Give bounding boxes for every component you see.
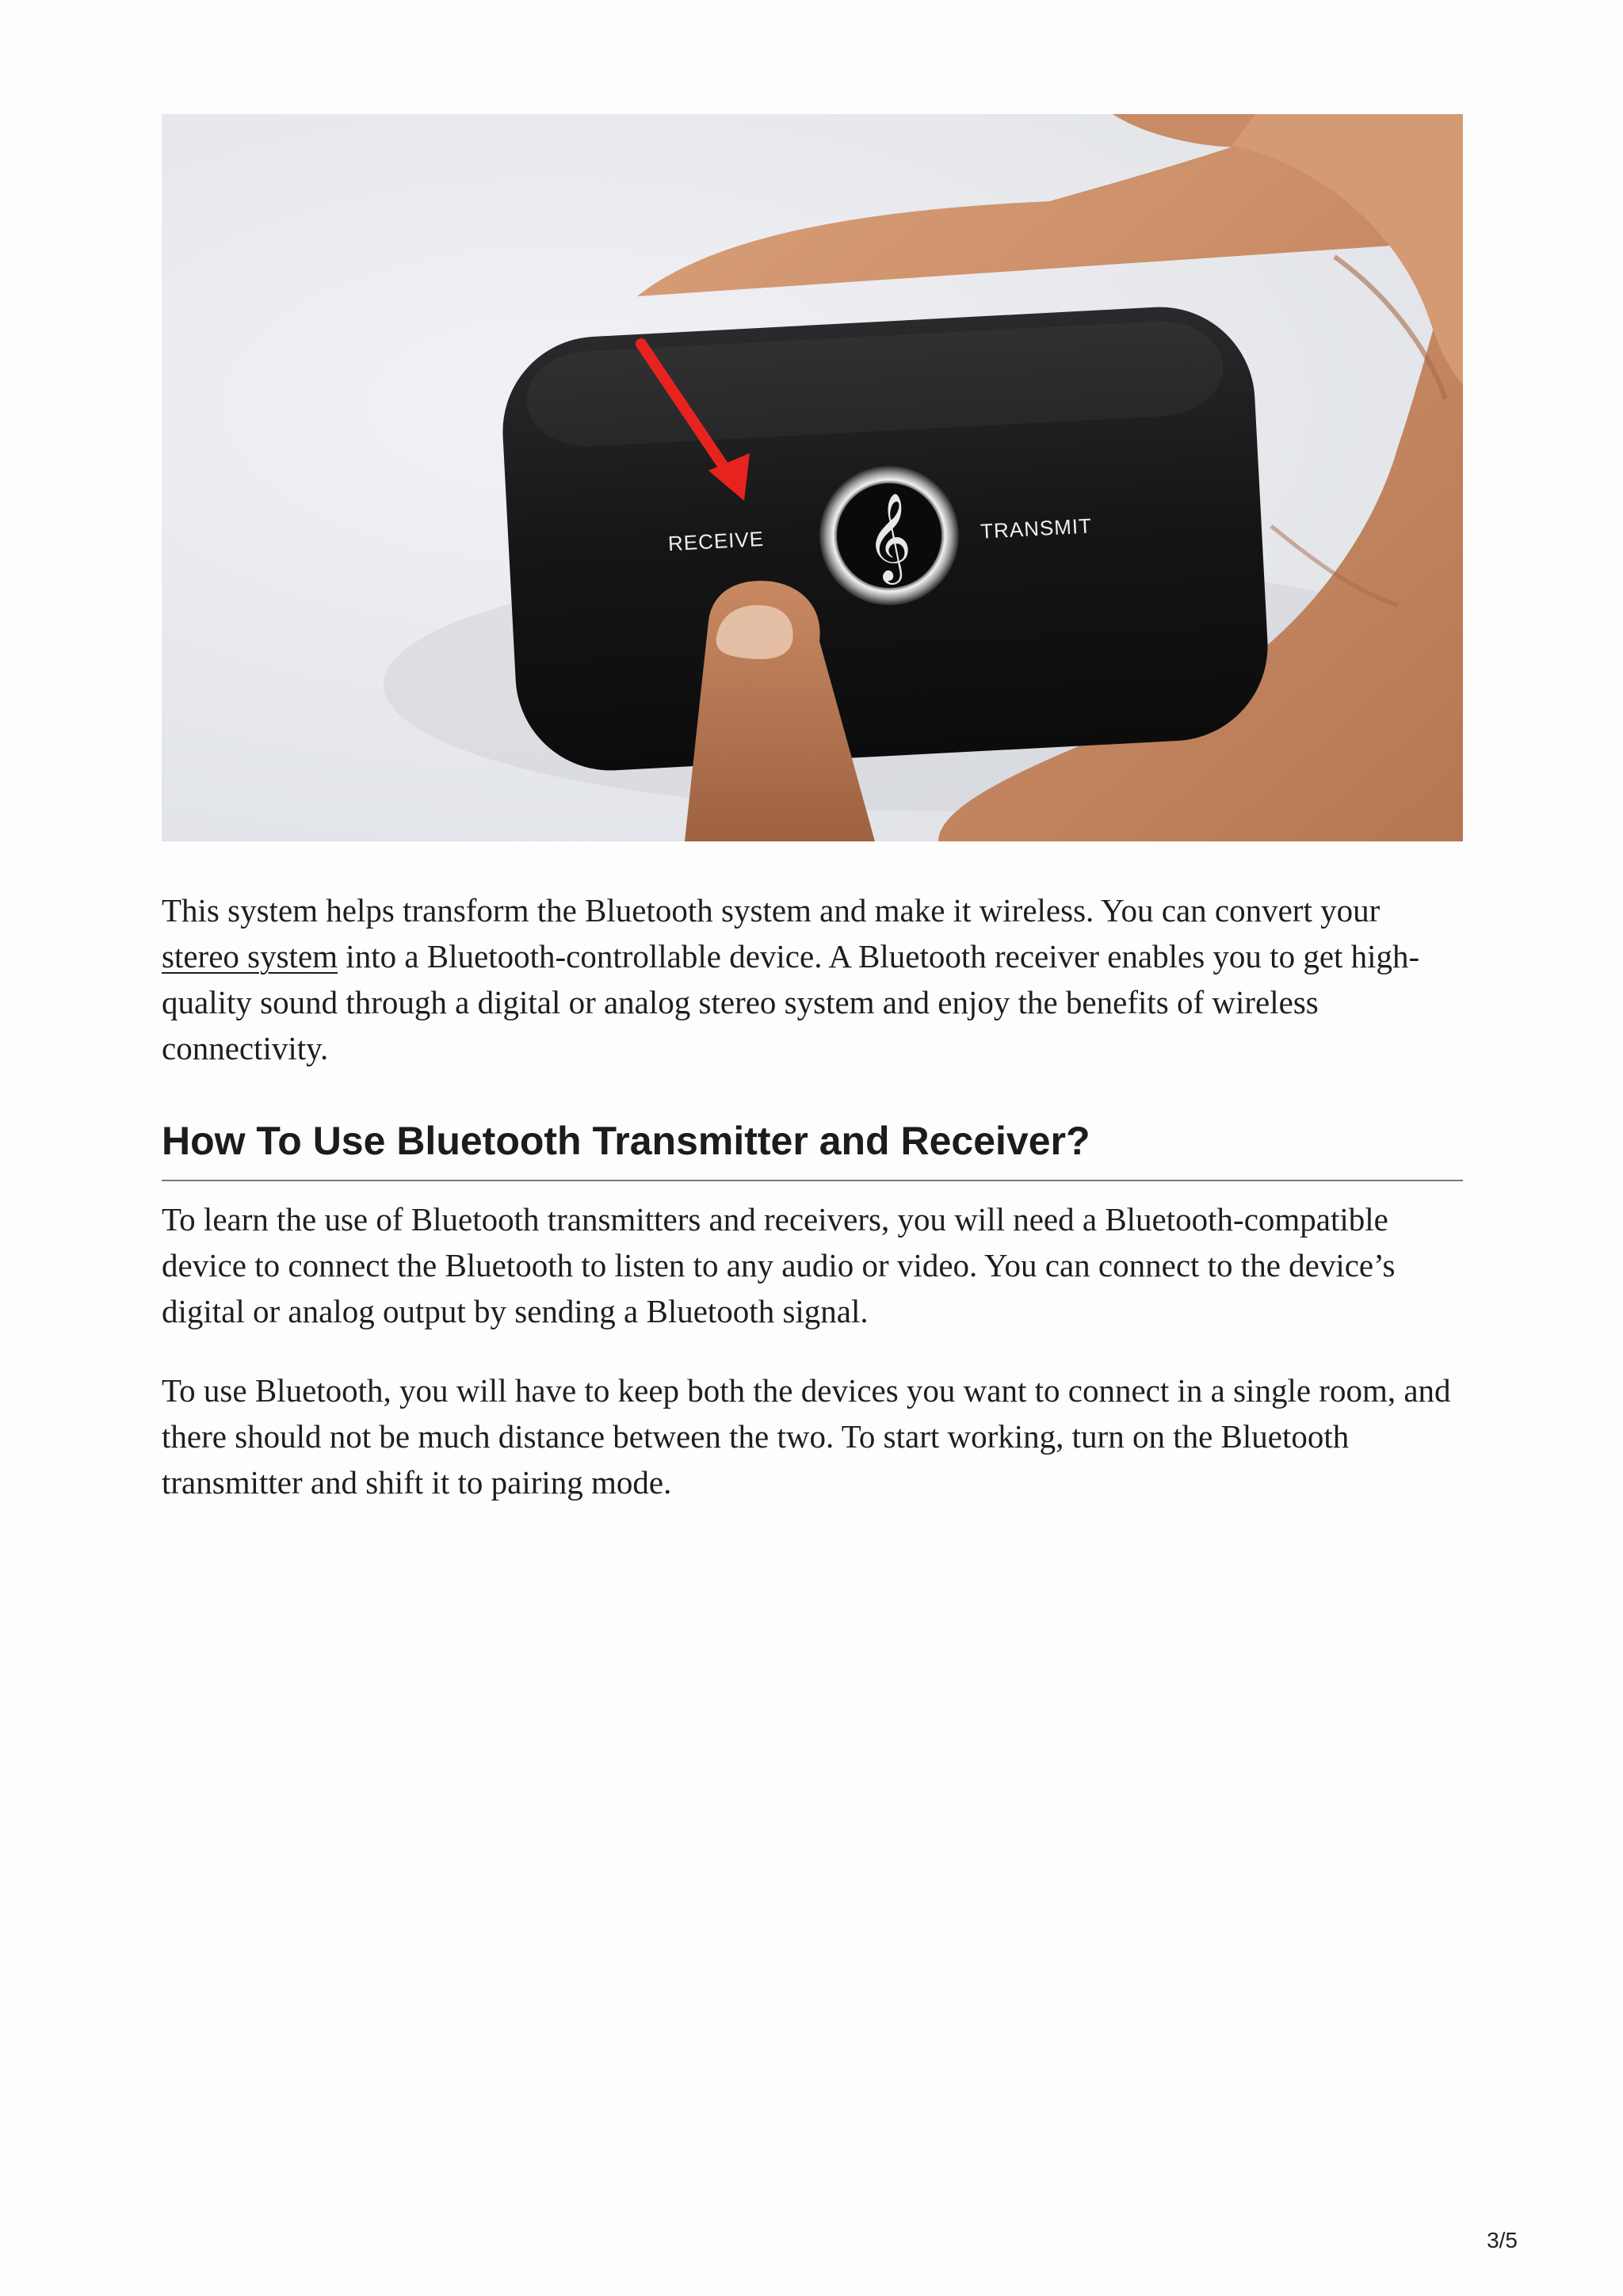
intro-paragraph	[162, 887, 1463, 1071]
section-heading: How To Use Bluetooth Transmitter and Receiver?	[162, 1119, 1090, 1163]
product-photo	[162, 114, 1463, 841]
transmit-label: TRANSMIT	[980, 513, 1093, 543]
stereo-system-link[interactable]: stereo system	[162, 938, 338, 974]
use-paragraph: To use Bluetooth, you will have to keep both the devices you want to connect in a single room, and there should not be much distance between the two. To start working, turn on the Bluetooth transmitter and shift it to pairing mode.	[162, 1372, 1451, 1501]
intro-text-end: into a Bluetooth-controllable device. A Bluetooth receiver enables you to get high-quality sound through a digital or analog stereo system and enjoy the benefits of wireless connectivity.	[162, 938, 1420, 1066]
bluetooth-device-photo	[162, 114, 1463, 841]
heading-divider	[162, 1180, 1463, 1181]
treble-clef-icon: 𝄞	[866, 492, 912, 581]
learn-paragraph: To learn the use of Bluetooth transmitters and receivers, you will need a Bluetooth-compatible device to connect the Bluetooth to listen to any audio or video. You can connect to the device’s digital or analog output by sending a Bluetooth signal.	[162, 1201, 1396, 1329]
receive-label: RECEIVE	[667, 526, 765, 556]
intro-text-start: This system helps transform the Bluetooth system and make it wireless. You can convert your	[162, 892, 1381, 929]
page-number: 3/5	[1487, 2228, 1518, 2252]
